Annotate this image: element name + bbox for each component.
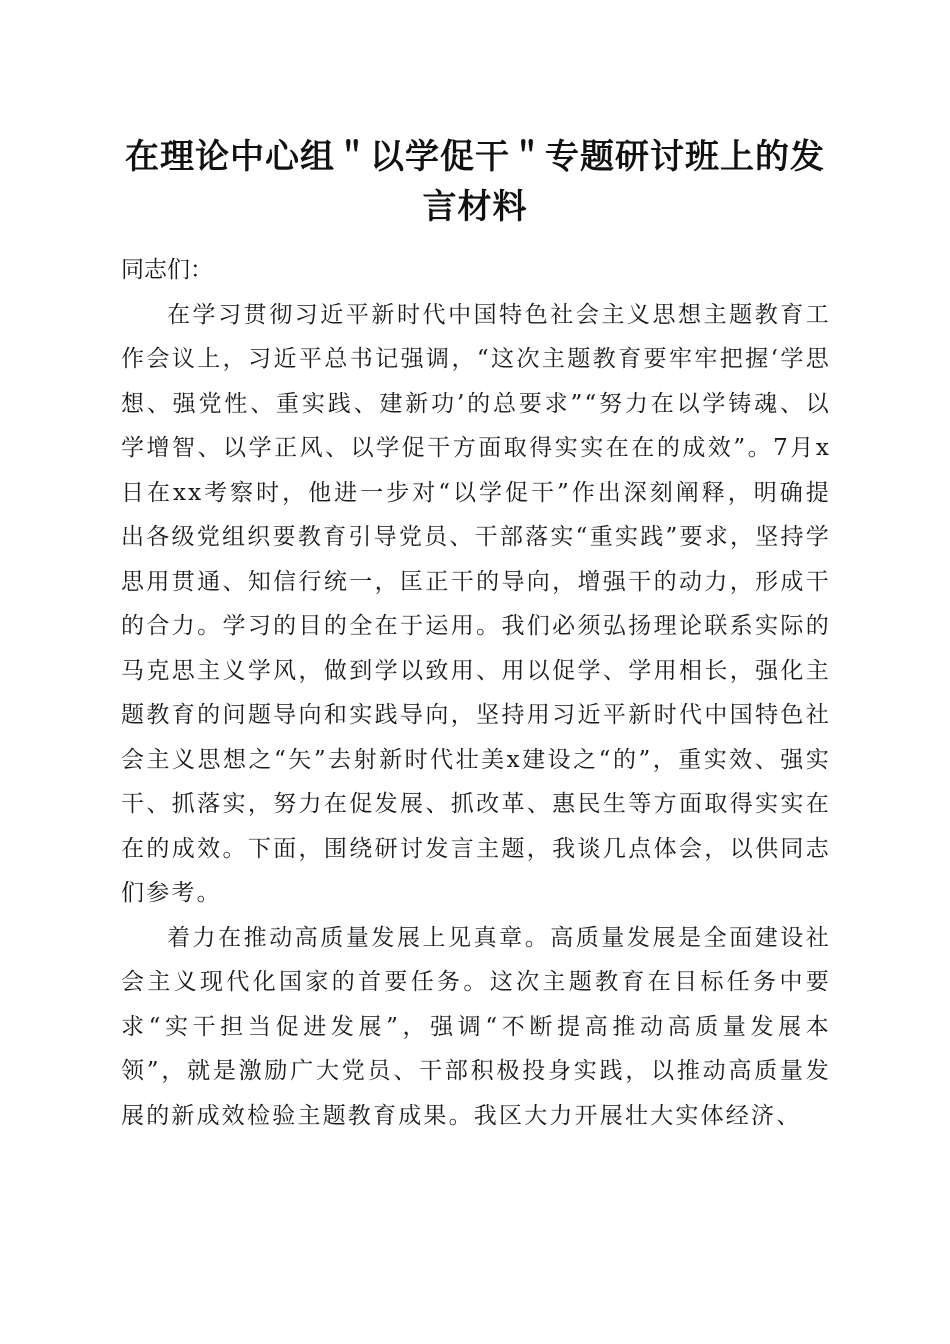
document-title: 在理论中心组＂以学促干＂专题研讨班上的发言材料 [125,137,825,227]
document-body [121,248,831,1138]
paragraph-high-quality-development: 着力在推动高质量发展上见真章。高质量发展是全面建设社会主义现代化国家的首要任务。这次主题教育在目标任务中要求“实干担当促进发展”，强调“不断提高推动高质量发展本领”，就是激励广大党员、干部积极投身实践，以推动高质量发展的新成效检验主题教育成果。我区大力开展壮大实体经济、 [121,924,831,1129]
salutation: 同志们： [121,257,213,283]
paragraph-intro: 在学习贯彻习近平新时代中国特色社会主义思想主题教育工作会议上，习近平总书记强调，“这次主题教育要牢牢把握‘学思想、强党性、重实践、建新功’的总要求”“努力在以学铸魂、以学增智、以学正风、以学促干方面取得实实在在的成效”。7月x日在xx考察时，他进一步对“以学促干”作出深刻阐释，明确提出各级党组织要教育引导党员、干部落实“重实践”要求，坚持学思用贯通、知信行统一，匡正干的导向，增强干的动力，形成干的合力。学习的目的全在于运用。我们必须弘扬理论联系实际的马克思主义学风，做到学以致用、用以促学、学用相长，强化主题教育的问题导向和实践导向，坚持用习近平新时代中国特色社会主义思想之“矢”去射新时代壮美x建设之“的”，重实效、强实干、抓落实，努力在促发展、抓改革、惠民生等方面取得实实在在的成效。下面，围绕研讨发言主题，我谈几点体会，以供同志们参考。 [121,301,831,906]
